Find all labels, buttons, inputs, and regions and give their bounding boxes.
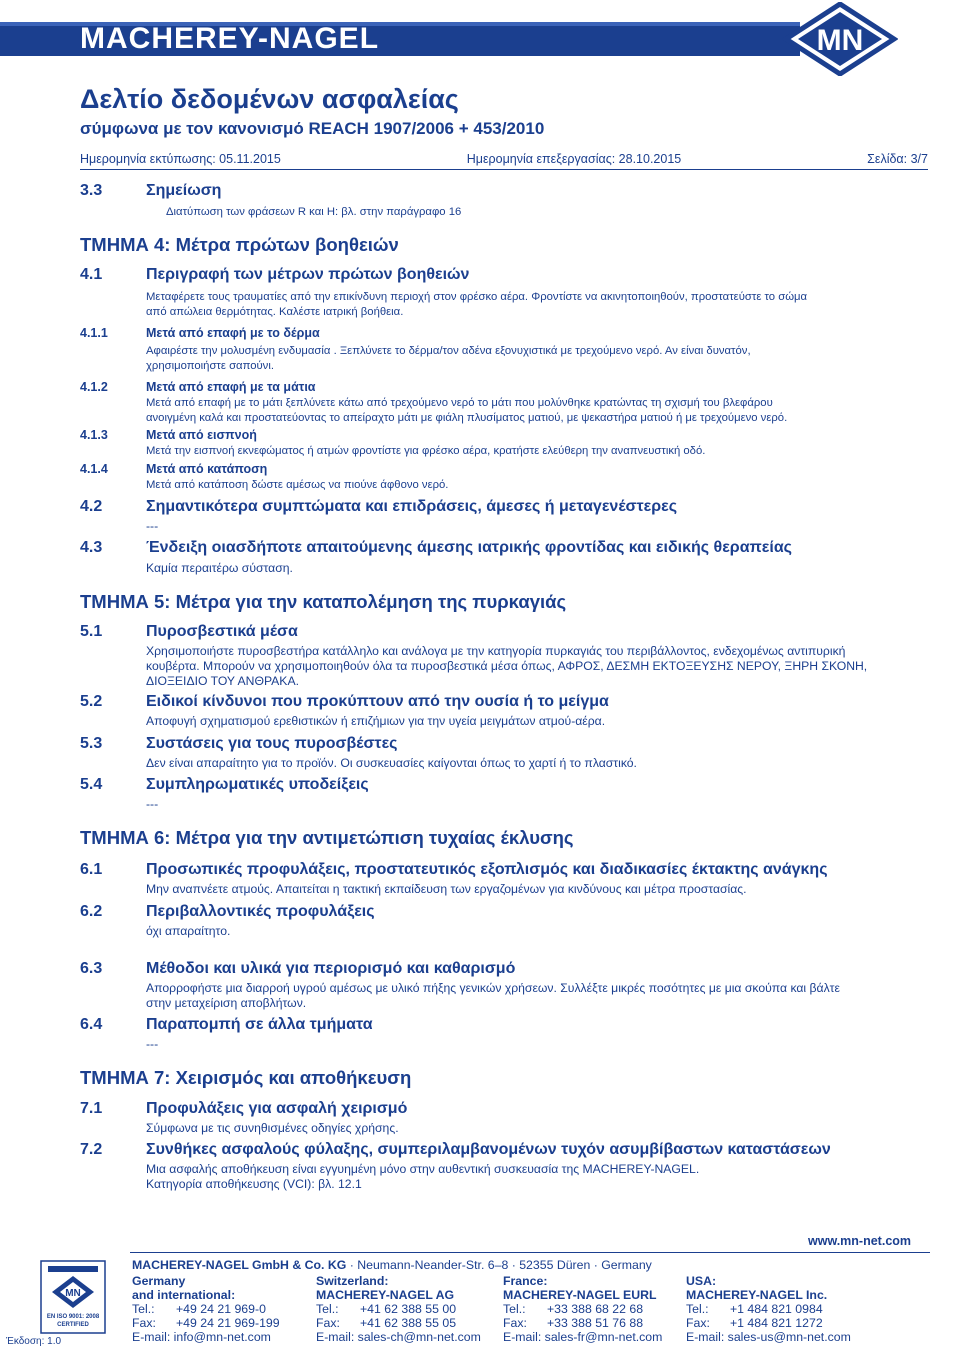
contact-tel: +1 484 821 0984	[730, 1302, 823, 1316]
subsection-number: 4.3	[80, 539, 103, 556]
subsection-number: 5.3	[80, 735, 103, 752]
paragraph-line: Διατύπωση των φράσεων R και H: βλ. στην παράγραφο 16	[166, 206, 462, 218]
paragraph-line: ανοιγμένη καλά και προστατεύοντας το απείραχτο μάτι με φιάλη πλυσίματος ματιού, με ψεκαστήρα ματιού ή με τρεχούμενο νερό.	[146, 412, 788, 424]
contact-email[interactable]: E-mail: sales-us@mn-net.com	[686, 1330, 851, 1344]
fax-label: Fax:	[503, 1316, 527, 1330]
iso-certificate-logo	[40, 1260, 106, 1334]
document-title: Δελτίο δεδομένων ασφαλείας	[80, 84, 459, 114]
contact-france	[503, 1274, 662, 1344]
section-6-title: ΤΜΗΜΑ 6: Μέτρα για την αντιμετώπιση τυχαίας έκλυσης	[80, 827, 574, 848]
contact-fax: +33 388 51 76 88	[547, 1316, 644, 1330]
paragraph-line: Κατηγορία αποθήκευσης (VCI): βλ. 12.1	[146, 1177, 362, 1191]
section-5-title: ΤΜΗΜΑ 5: Μέτρα για την καταπολέμηση της πυρκαγιάς	[80, 591, 567, 612]
contact-tel: +49 24 21 969-0	[176, 1302, 266, 1316]
contact-fax: +49 24 21 969-199	[176, 1316, 280, 1330]
header-banner	[0, 0, 960, 56]
subsection-number: 4.1	[80, 266, 103, 283]
paragraph-line: Δεν είναι απαραίτητο για το προϊόν. Οι συσκευασίες καίγονται όπως το χαρτί ή το πλαστικό.	[146, 756, 637, 770]
subsection-title: Περιβαλλοντικές προφυλάξεις	[146, 903, 375, 920]
tel-label: Tel.:	[503, 1302, 526, 1316]
subsection-title: Μέθοδοι και υλικά για περιορισμό και καθαρισμό	[146, 960, 516, 977]
paragraph-line: όχι απαραίτητο.	[146, 924, 231, 938]
contact-usa	[686, 1274, 851, 1344]
subsection-title: Ειδικοί κίνδυνοι που προκύπτουν από την ουσία ή το μείγμα	[146, 693, 609, 710]
paragraph-line: ΔΙΟΞΕΙΔΙΟ ΤΟΥ ΑΝΘΡΑΚΑ.	[146, 674, 299, 688]
page-number: Σελίδα: 3/7	[867, 152, 928, 166]
subsection-number: 7.2	[80, 1141, 103, 1158]
subsection-title: Προσωπικές προφυλάξεις, προστατευτικός εξοπλισμός και διαδικασίες έκτακτης ανάγκης	[146, 861, 828, 878]
paragraph-line: Μετά από κατάποση δώστε αμέσως να πιούνε άφθονο νερό.	[146, 479, 449, 491]
subsection-number: 6.3	[80, 960, 103, 977]
contact-tel: +41 62 388 55 00	[360, 1302, 457, 1316]
subsection-number: 4.1.3	[80, 428, 108, 442]
subsection-title: Προφυλάξεις για ασφαλή χειρισμό	[146, 1100, 408, 1117]
section-7-title: ΤΜΗΜΑ 7: Χειρισμός και αποθήκευση	[80, 1067, 412, 1088]
contact-switzerland	[316, 1274, 481, 1344]
subsection-title: Μετά από εισπνοή	[146, 428, 257, 442]
paragraph-line: Αφαιρέστε την μολυσμένη ενδυμασία . Ξεπλύνετε το δέρμα/τον αδένα εξονυχιστικά με τρεχούμενο νερό. Αν είναι δυνατόν,	[146, 345, 751, 357]
paragraph-line: Σύμφωνα με τις συνηθισμένες οδηγίες χρήσης.	[146, 1121, 399, 1135]
subsection-title: Συστάσεις για τους πυροσβέστες	[146, 735, 398, 752]
contact-region: France:	[503, 1274, 548, 1288]
edition-label: Έκδοση: 1.0	[6, 1336, 62, 1347]
tel-label: Tel.:	[132, 1302, 155, 1316]
edit-date: Ημερομηνία επεξεργασίας: 28.10.2015	[466, 152, 682, 166]
paragraph-line: Μετά την εισπνοή εκνεφώματος ή ατμών φροντίστε για φρέσκο αέρα, κρατήστε ελεύθερη την αναπνευστική οδό.	[146, 445, 706, 457]
contact-fax-row	[132, 1316, 280, 1330]
subsection-title: Ένδειξη οιασδήποτε απαιτούμενης άμεσης ιατρικής φροντίδας και ειδικής θεραπείας	[146, 539, 792, 556]
contact-company: MACHEREY-NAGEL EURL	[503, 1288, 657, 1302]
subsection-title: Πυροσβεστικά μέσα	[146, 623, 298, 640]
contact-email[interactable]: E-mail: sales-ch@mn-net.com	[316, 1330, 481, 1344]
contact-fax-row	[316, 1316, 481, 1330]
subsection-number: 4.1.2	[80, 380, 108, 394]
subsection-number: 6.2	[80, 903, 103, 920]
contact-tel-row	[316, 1302, 481, 1316]
paragraph-line: χρησιμοποιήστε σαπούνι.	[146, 360, 274, 372]
section-4-title: ΤΜΗΜΑ 4: Μέτρα πρώτων βοηθειών	[80, 234, 399, 255]
subsection-number: 4.2	[80, 498, 103, 515]
page-footer	[0, 1228, 960, 1351]
contact-company: MACHEREY-NAGEL AG	[316, 1288, 455, 1302]
tel-label: Tel.:	[686, 1302, 709, 1316]
paragraph-line: Μην αναπνέετε ατμούς. Απαιτείται η τακτική εκπαίδευση των εργαζομένων για κινδύνους και μέτρα προστασίας.	[146, 882, 747, 896]
paragraph-line: Μια ασφαλής αποθήκευση είναι εγγυημένη μόνο στην αυθεντική συσκευασία της MACHEREY-NAGEL.	[146, 1162, 700, 1176]
paragraph-line: Μεταφέρετε τους τραυματίες από την επικίνδυνη περιοχή στον φρέσκο αέρα. Φροντίστε να ακινητοποιηθούν, προστατεύστε το σώμα	[146, 291, 808, 303]
tel-label: Tel.:	[316, 1302, 339, 1316]
paragraph-line: Καμία περαιτέρω σύσταση.	[146, 561, 293, 575]
subsection-title: Μετά από επαφή με το δέρμα	[146, 326, 320, 340]
company-name: MACHEREY-NAGEL GmbH & Co. KG	[132, 1258, 347, 1272]
subsection-title: Σημείωση	[146, 182, 222, 199]
contact-company: MACHEREY-NAGEL Inc.	[686, 1288, 828, 1302]
paragraph-line: Μετά από επαφή με το μάτι ξεπλύνετε κάτω από τρεχούμενο νερό το μάτι που μολύνθηκε κρατώντας τη σχισμή του βλεφάρου	[146, 397, 773, 409]
subsection-number: 3.3	[80, 182, 103, 199]
contact-fax: +1 484 821 1272	[730, 1316, 823, 1330]
mn-logo	[782, 2, 898, 76]
paragraph-line: στην μεταχείριση αποβλήτων.	[146, 996, 307, 1010]
contact-tel-row	[132, 1302, 280, 1316]
meta-row	[80, 152, 928, 170]
subsection-title: Συμπληρωματικές υποδείξεις	[146, 776, 369, 793]
subsection-title: Σημαντικότερα συμπτώματα και επιδράσεις, άμεσες ή μεταγενέστερες	[146, 498, 678, 515]
company-line	[132, 1258, 652, 1272]
contact-fax: +41 62 388 55 05	[360, 1316, 457, 1330]
paragraph-line: ---	[146, 797, 159, 811]
subsection-title: Παραπομπή σε άλλα τμήματα	[146, 1016, 373, 1033]
fax-label: Fax:	[132, 1316, 156, 1330]
subsection-number: 6.1	[80, 861, 103, 878]
company-address: · Neumann-Neander-Str. 6–8 · 52355 Düren · Germany	[346, 1258, 652, 1272]
contact-germany	[132, 1274, 280, 1344]
subsection-title: Περιγραφή των μέτρων πρώτων βοηθειών	[146, 266, 470, 283]
subsection-title: Συνθήκες ασφαλούς φύλαξης, συμπεριλαμβανομένων τυχόν ασυμβίβαστων καταστάσεων	[146, 1141, 831, 1158]
contact-region: Germany	[132, 1274, 186, 1288]
contact-region: Switzerland:	[316, 1274, 389, 1288]
contact-tel-row	[686, 1302, 851, 1316]
paragraph-line: ---	[146, 519, 159, 533]
contact-company: and international:	[132, 1288, 236, 1302]
website-link[interactable]: www.mn-net.com	[808, 1234, 912, 1248]
contact-tel-row	[503, 1302, 662, 1316]
subsection-title: Μετά από κατάποση	[146, 462, 268, 476]
paragraph-line: Χρησιμοποιήστε πυροσβεστήρα κατάλληλο και ανάλογα με την κατηγορία πυρκαγιάς του περιβάλλοντος, ενδεχομένως αντιπυρική	[146, 644, 846, 658]
cert-logo-text: MN	[65, 1288, 81, 1299]
subsection-number: 4.1.4	[80, 462, 108, 476]
paragraph-line: κουβέρτα. Μπορούν να χρησιμοποιηθούν όλα τα πυροσβεστικά μέσα όπως, ΑΦΡΟΣ, ΔΕΣΜΗ ΕΚΤΟΞΕΥΣΗΣ ΝΕΡΟΥ, ΞΗΡΗ ΣΚΟΝΗ,	[146, 659, 868, 673]
paragraph-line: Αποφυγή σχηματισμού ερεθιστικών ή επιζήμιων για την υγεία μειγμάτων ατμού-αέρα.	[146, 714, 606, 728]
cert-line-1: EN ISO 9001: 2008	[46, 1314, 100, 1320]
mn-logo-text: MN	[816, 24, 864, 57]
print-date: Ημερομηνία εκτύπωσης: 05.11.2015	[80, 152, 281, 166]
footer-divider	[130, 1252, 930, 1253]
subsection-number: 6.4	[80, 1016, 103, 1033]
subsection-number: 7.1	[80, 1100, 103, 1117]
subsection-number: 5.4	[80, 776, 103, 793]
paragraph-line: από απώλεια θερμότητας. Καλέστε ιατρική βοήθεια.	[146, 306, 404, 318]
contact-tel: +33 388 68 22 68	[547, 1302, 644, 1316]
contact-email[interactable]: E-mail: sales-fr@mn-net.com	[503, 1330, 663, 1344]
contact-email[interactable]: E-mail: info@mn-net.com	[132, 1330, 271, 1344]
brand-name: MACHEREY-NAGEL	[80, 22, 380, 55]
document-subtitle: σύμφωνα με τον κανονισμό REACH 1907/2006 + 453/2010	[80, 119, 545, 138]
contact-fax-row	[686, 1316, 851, 1330]
subsection-number: 4.1.1	[80, 326, 108, 340]
paragraph-line: ---	[146, 1037, 159, 1051]
paragraph-line: Απορροφήστε μια διαρροή υγρού αμέσως με υλικό πήξης γενικών χρήσεων. Συλλέξτε μικρές ποσότητες με μια σκούπα και βάλτε	[146, 981, 840, 995]
contact-region: USA:	[686, 1274, 717, 1288]
contact-fax-row	[503, 1316, 662, 1330]
cert-line-2: CERTIFIED	[57, 1322, 89, 1328]
fax-label: Fax:	[686, 1316, 710, 1330]
subsection-number: 5.2	[80, 693, 103, 710]
subsection-title: Μετά από επαφή με τα μάτια	[146, 380, 316, 394]
fax-label: Fax:	[316, 1316, 340, 1330]
subsection-number: 5.1	[80, 623, 103, 640]
